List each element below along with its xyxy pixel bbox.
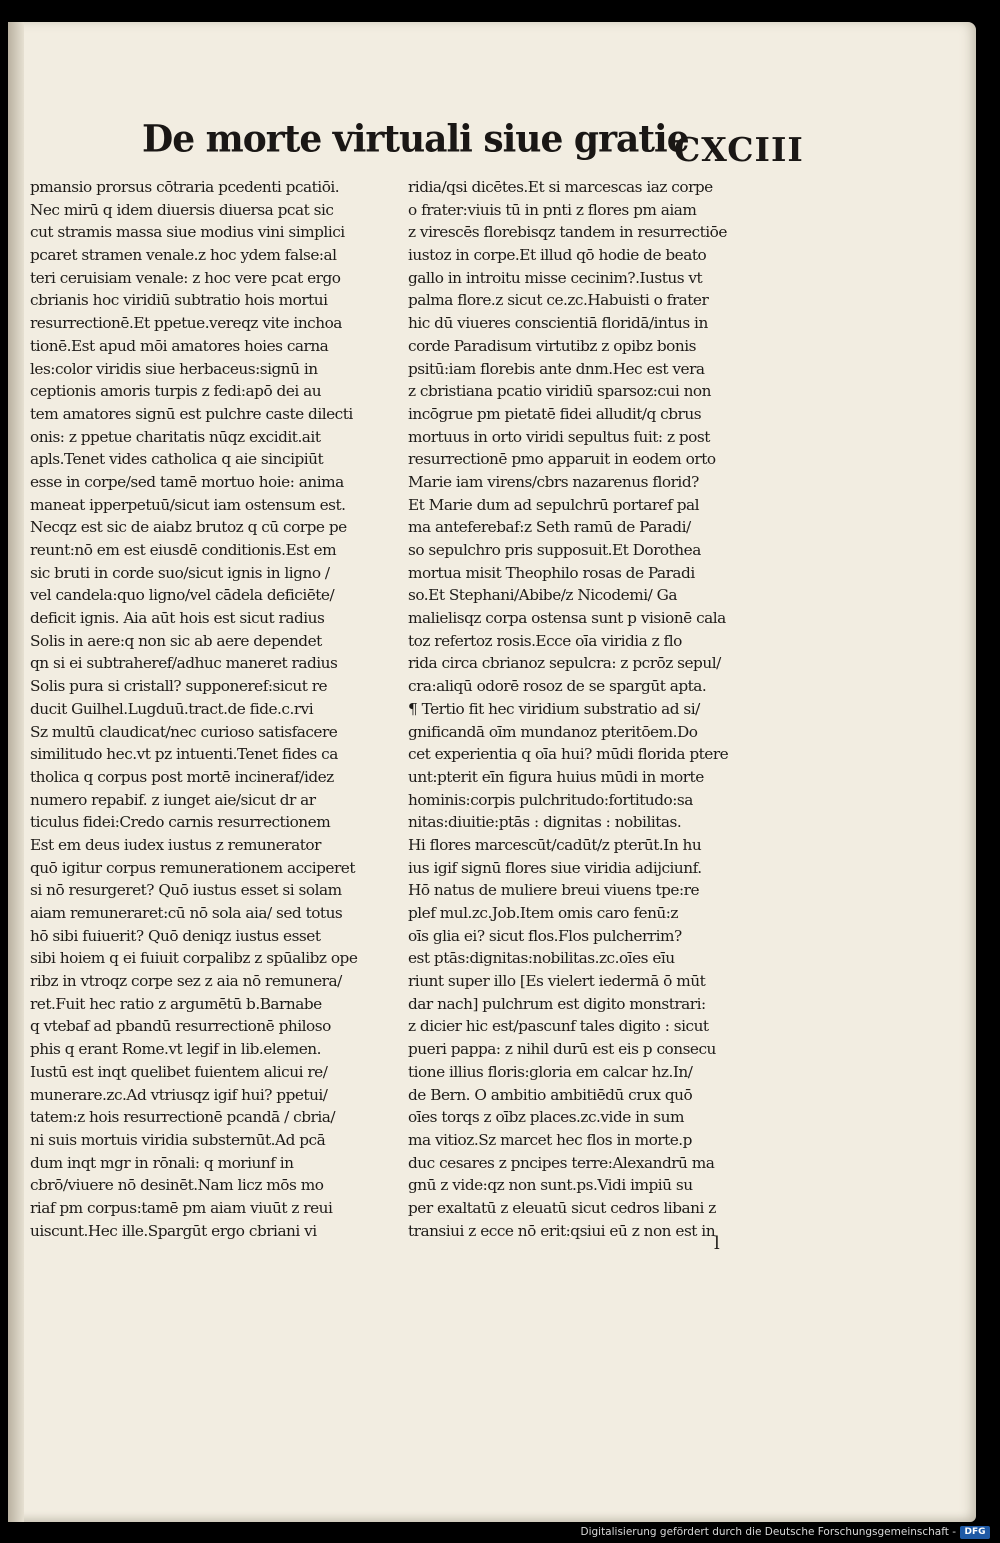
footer-credit: Digitalisierung gefördert durch die Deutsche Forschungsgemeinschaft - bbox=[580, 1526, 956, 1538]
text-column-left bbox=[30, 176, 384, 1242]
text-line: ret.Fuit hec ratio z argumētū b.Barnabe bbox=[30, 994, 322, 1013]
text-line: ceptionis amoris turpis z fedi:apō dei au bbox=[30, 382, 322, 401]
text-line: hominis:corpis pulchritudo:fortitudo:sa bbox=[408, 790, 693, 809]
text-line: incōgrue pm pietatē fidei alludit/q cbrus bbox=[408, 404, 702, 423]
text-column-right bbox=[408, 176, 764, 1242]
text-line: si nō resurgeret? Quō iustus esset si solam bbox=[30, 881, 342, 900]
text-line: Marie iam virens/cbrs nazarenus florid? bbox=[408, 472, 699, 491]
text-line: ma anteferebaf:z Seth ramū de Paradi/ bbox=[408, 518, 691, 537]
text-line: riunt super illo [Es vielert iedermā ō mūt bbox=[408, 972, 706, 991]
text-line: aiam remuneraret:cū nō sola aia/ sed totus bbox=[30, 904, 343, 922]
text-line: q vtebaf ad pbandū resurrectionē philoso bbox=[30, 1017, 331, 1036]
text-line: gnū z vide:qz non sunt.ps.Vidi impiū su bbox=[408, 1176, 693, 1195]
text-line: per exaltatū z eleuatū sicut cedros libani z bbox=[408, 1198, 716, 1217]
text-line: o frater:viuis tū in pnti z flores pm aiam bbox=[408, 200, 697, 219]
text-line: tholica q corpus post mortē incineraf/idez bbox=[30, 767, 334, 786]
text-line: riaf pm corpus:tamē pm aiam viuūt z reui bbox=[30, 1198, 333, 1217]
text-line: sibi hoiem q ei fuiuit corpalibz z spūalibz ope bbox=[30, 949, 358, 968]
text-line: onis: z ppetue charitatis nūqz excidit.ait bbox=[30, 427, 321, 446]
text-line: les:color viridis siue herbaceus:signū in bbox=[30, 359, 318, 378]
text-line: so sepulchro pris supposuit.Et Dorothea bbox=[408, 541, 701, 559]
text-line: so.Et Stephani/Abibe/z Nicodemi/ Ga bbox=[408, 586, 677, 605]
text-line: oīs glia ei? sicut flos.Flos pulcherrim? bbox=[408, 926, 682, 945]
text-line: dar nach] pulchrum est digito monstrari: bbox=[408, 994, 706, 1013]
dfg-logo: DFG bbox=[960, 1526, 990, 1539]
text-line: ma vitioz.Sz marcet hec flos in morte.p bbox=[408, 1130, 692, 1149]
text-line: ¶ Tertio fit hec viridium substratio ad si/ bbox=[408, 699, 700, 718]
text-line: tem amatores signū est pulchre caste dilecti bbox=[30, 404, 353, 423]
text-line: pcaret stramen venale.z hoc ydem false:al bbox=[30, 246, 337, 265]
text-line: plef mul.zc.Job.Item omis caro fenū:z bbox=[408, 904, 678, 922]
text-line: palma flore.z sicut ce.zc.Habuisti o frater bbox=[408, 291, 709, 310]
text-line: dum inqt mgr in rōnali: q moriunf in bbox=[30, 1153, 294, 1172]
text-line: hic dū viueres conscientiā floridā/intus in bbox=[408, 314, 708, 333]
folio-number: CXCIII bbox=[674, 130, 804, 169]
text-line: esse in corpe/sed tamē mortuo hoie: anima bbox=[30, 472, 344, 491]
text-line: ribz in vtroqz corpe sez z aia nō remunera/ bbox=[30, 972, 342, 991]
text-line: vel candela:quo ligno/vel cādela deficiēte/ bbox=[30, 586, 335, 605]
text-line: cra:aliqū odorē rosoz de se spargūt apta. bbox=[408, 677, 707, 696]
text-line: de Bern. O ambitio ambitiēdū crux quō bbox=[408, 1085, 693, 1104]
text-line: corde Paradisum virtutibz z opibz bonis bbox=[408, 336, 696, 355]
text-line: similitudo hec.vt pz intuenti.Tenet fides ca bbox=[30, 745, 338, 764]
text-line: apls.Tenet vides catholica q aie sincipiūt bbox=[30, 450, 324, 469]
text-line: unt:pterit eīn figura huius mūdi in morte bbox=[408, 767, 704, 786]
text-line: cet experientia q oīa hui? mūdi florida ptere bbox=[408, 745, 729, 764]
text-line: Hō natus de muliere breui viuens tpe:re bbox=[408, 881, 700, 900]
text-line: Solis pura si cristall? supponeref:sicut re bbox=[30, 677, 328, 696]
text-line: tatem:z hois resurrectionē pcandā / cbria/ bbox=[30, 1108, 335, 1127]
text-line: sic bruti in corde suo/sicut ignis in ligno / bbox=[30, 563, 330, 582]
text-line: reunt:nō em est eiusdē conditionis.Est em bbox=[30, 541, 337, 559]
text-line: ridia/qsi dicētes.Et si marcescas iaz corpe bbox=[408, 178, 713, 196]
text-line: cut stramis massa siue modius vini simplici bbox=[30, 223, 345, 242]
text-line: ticulus fidei:Credo carnis resurrectionem bbox=[30, 813, 331, 832]
running-title: De morte virtuali siue gratie bbox=[142, 116, 689, 161]
text-line: oīes torqs z oībz places.zc.vide in sum bbox=[408, 1108, 684, 1127]
text-line: Necqz est sic de aiabz brutoz q cū corpe pe bbox=[30, 518, 347, 537]
text-line: duc cesares z pncipes terre:Alexandrū ma bbox=[408, 1153, 715, 1172]
text-line: gnificandā oīm mundanoz pteritōem.Do bbox=[408, 722, 698, 741]
text-line: qn si ei subtraheref/adhuc maneret radius bbox=[30, 654, 338, 673]
text-line: numero repabif. z iunget aie/sicut dr ar bbox=[30, 790, 316, 809]
text-line: ducit Guilhel.Lugduū.tract.de fide.c.rvi bbox=[30, 699, 314, 718]
text-line: gallo in introitu misse cecinim?.Iustus vt bbox=[408, 268, 703, 287]
text-line: pmansio prorsus cōtraria pcedenti pcatiōi. bbox=[30, 178, 340, 196]
text-line: cbrianis hoc viridiū subtratio hois mortui bbox=[30, 291, 328, 310]
signature-mark: l bbox=[714, 1233, 720, 1254]
text-line: mortua misit Theophilo rosas de Paradi bbox=[408, 563, 695, 582]
text-line: phis q erant Rome.vt legif in lib.elemen. bbox=[30, 1040, 322, 1059]
text-line: z dicier hic est/pascunf tales digito : sicut bbox=[408, 1017, 709, 1036]
text-line: mortuus in orto viridi sepultus fuit: z post bbox=[408, 427, 710, 446]
text-line: z cbristiana pcatio viridiū sparsoz:cui non bbox=[408, 382, 711, 401]
text-line: psitū:iam florebis ante dnm.Hec est vera bbox=[408, 359, 705, 378]
text-line: Est em deus iudex iustus z remunerator bbox=[30, 835, 321, 854]
text-line: rida circa cbrianoz sepulcra: z pcrōz sepul/ bbox=[408, 654, 721, 673]
text-line: tionē.Est apud mōi amatores hoies carna bbox=[30, 336, 329, 355]
text-line: hō sibi fuiuerit? Quō deniqz iustus esset bbox=[30, 926, 321, 945]
text-line: est ptās:dignitas:nobilitas.zc.oīes eīu bbox=[408, 949, 675, 968]
text-line: ni suis mortuis viridia substernūt.Ad pcā bbox=[30, 1130, 326, 1149]
text-line: transiui z ecce nō erit:qsiui eū z non est in bbox=[408, 1221, 716, 1240]
text-line: teri ceruisiam venale: z hoc vere pcat ergo bbox=[30, 268, 341, 287]
text-line: Solis in aere:q non sic ab aere dependet bbox=[30, 631, 322, 650]
text-line: munerare.zc.Ad vtriusqz igif hui? ppetui/ bbox=[30, 1085, 328, 1104]
text-line: Nec mirū q idem diuersis diuersa pcat sic bbox=[30, 200, 334, 219]
text-line: quō igitur corpus remunerationem acciperet bbox=[30, 858, 355, 877]
text-line: uiscunt.Hec ille.Spargūt ergo cbriani vi bbox=[30, 1221, 317, 1240]
text-line: Et Marie dum ad sepulchrū portaref pal bbox=[408, 495, 700, 514]
text-line: malielisqz corpa ostensa sunt p visionē cala bbox=[408, 609, 726, 628]
text-line: Sz multū claudicat/nec curioso satisfacere bbox=[30, 722, 338, 741]
text-line: z virescēs florebisqz tandem in resurrectiōe bbox=[408, 223, 727, 242]
text-line: deficit ignis. Aia aūt hois est sicut radius bbox=[30, 609, 325, 628]
page-gutter bbox=[8, 22, 24, 1522]
text-line: nitas:diuitie:ptās : dignitas : nobilitas. bbox=[408, 813, 682, 832]
text-line: ius igif signū flores siue viridia adijciunf. bbox=[408, 858, 702, 877]
text-line: Iustū est inqt quelibet fuientem alicui re/ bbox=[30, 1062, 328, 1081]
text-line: iustoz in corpe.Et illud qō hodie de beato bbox=[408, 246, 707, 265]
text-line: resurrectionē pmo apparuit in eodem orto bbox=[408, 450, 716, 469]
text-line: maneat ipperpetuū/sicut iam ostensum est. bbox=[30, 495, 346, 514]
text-line: tione illius floris:gloria em calcar hz.In/ bbox=[408, 1062, 693, 1081]
text-line: toz refertoz rosis.Ecce oīa viridia z flo bbox=[408, 631, 682, 650]
text-line: Hi flores marcescūt/cadūt/z pterūt.In hu bbox=[408, 835, 702, 854]
text-line: pueri pappa: z nihil durū est eis p consecu bbox=[408, 1040, 716, 1059]
text-line: cbrō/viuere nō desinēt.Nam licz mōs mo bbox=[30, 1176, 324, 1195]
text-line: resurrectionē.Et ppetue.vereqz vite inchoa bbox=[30, 314, 342, 333]
